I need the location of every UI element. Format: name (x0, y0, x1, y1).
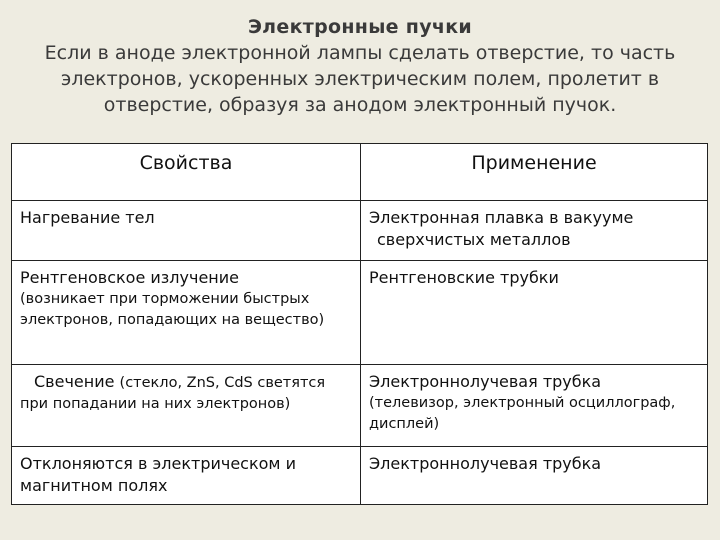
application-text: Рентгеновские трубки (369, 268, 559, 287)
application-note: сверхчистых металлов (377, 230, 571, 249)
property-text: Рентгеновское излучение (20, 268, 239, 287)
application-note: (телевизор, электронный осциллограф, дисплей) (369, 395, 676, 432)
table-header-row (12, 144, 708, 201)
table-row (12, 365, 708, 447)
application-cell (361, 201, 708, 261)
property-text: Свечение (34, 372, 115, 391)
property-cell (12, 261, 361, 365)
header-applications: Применение (361, 144, 708, 201)
application-text: Электронная плавка в вакууме (369, 208, 634, 227)
slide-title: Электронные пучки (247, 16, 473, 38)
slide-intro: Если в аноде электронной лампы сделать отверстие, то часть электронов, ускоренных электрическим полем, пролетит в отверстие, образуя за анодом электронный пучок. (44, 42, 676, 116)
table-row (12, 201, 708, 261)
properties-table (11, 143, 708, 505)
application-cell (361, 447, 708, 505)
application-text: Электроннолучевая трубка (369, 454, 602, 473)
application-cell (361, 365, 708, 447)
property-text: Нагревание тел (20, 208, 155, 227)
table-row (12, 261, 708, 365)
slide-heading (0, 14, 720, 118)
header-properties: Свойства (12, 144, 361, 201)
property-note: (стекло, ZnS, CdS светятся (119, 375, 326, 391)
property-cell (12, 447, 361, 505)
property-cell (12, 365, 361, 447)
application-cell (361, 261, 708, 365)
property-text: Отклоняются в электрическом и магнитном полях (20, 454, 296, 495)
application-text: Электроннолучевая трубка (369, 372, 602, 391)
table-row (12, 447, 708, 505)
property-note: (возникает при торможении быстрых электронов, попадающих на вещество) (20, 291, 325, 328)
property-cell (12, 201, 361, 261)
property-note-continued: при попадании на них электронов) (20, 396, 291, 412)
